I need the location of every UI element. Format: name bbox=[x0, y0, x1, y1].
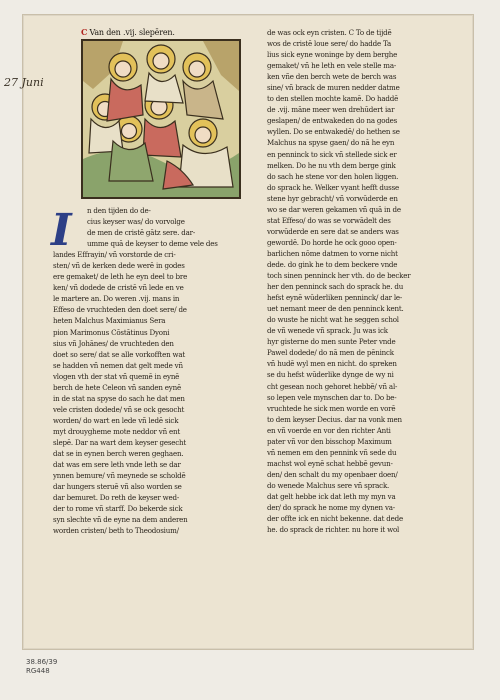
chapter-heading bbox=[81, 27, 261, 38]
text-line: dat gelt hebbe ick dat leth my myn va bbox=[267, 491, 396, 501]
text-line: le martere an. Do weren .vij. mans in bbox=[53, 294, 180, 304]
text-line: lius sick eyne woninge by dem berghe bbox=[267, 50, 398, 60]
text-line: worden/ do wart en lede vñ ledē sick bbox=[53, 415, 179, 425]
text-line: wyllen. Do se entwakedē/ do hethen se bbox=[267, 127, 400, 137]
text-line: ken/ vñ dodede de cristē vñ lede en ve bbox=[53, 283, 184, 293]
text-line: do sprack he. Welker vyant hefft dusse bbox=[267, 182, 400, 192]
text-line: machst wol eynē schat hebbē gevun- bbox=[267, 458, 393, 468]
text-line: se hadden vñ nemen dat gelt mede vñ bbox=[53, 360, 183, 370]
text-line: ken vñe den berch wete de berch was bbox=[267, 72, 397, 82]
stamp-line: 38.86/39 bbox=[26, 658, 58, 666]
text-line: dar bemuret. Do reth de keyser wed- bbox=[53, 493, 180, 503]
chapter-title: Van den .vij. slepēren. bbox=[89, 28, 175, 37]
text-line: de men de cristē gātz sere. dar- bbox=[87, 228, 196, 238]
text-line: de was ock eyn cristen. C To de tijdē bbox=[267, 28, 392, 37]
text-line: myt drouygheme mote neddor vñ ent bbox=[53, 426, 181, 436]
text-line: umme quā de keyser to deme vele des bbox=[87, 239, 218, 249]
text-line: worden cristen/ beth to Theodosium/ bbox=[53, 526, 179, 536]
decorated-initial: I bbox=[51, 205, 72, 256]
text-line: dat was em sere leth vnde leth se dar bbox=[53, 460, 181, 470]
text-line: do sach he stene vor den holen liggen. bbox=[267, 171, 399, 181]
text-line: Effeso de vruchteden den doet sere/ de bbox=[53, 305, 187, 315]
text-line: pater vñ vor den bisschop Maximum bbox=[267, 436, 392, 446]
text-line: cht gesean noch gehoret hebbē/ vñ al- bbox=[267, 381, 398, 391]
text-line: ynnen bemure/ vñ meynede se scholdē bbox=[53, 471, 186, 481]
text-line: stat Effeso/ do was se vorwādelt des bbox=[267, 215, 391, 225]
text-line: dat se in eynen berch weren geghaen. bbox=[53, 449, 184, 459]
text-line: n den tijden do de- bbox=[87, 206, 151, 215]
text-line: geslapen/ de entwakeden do na godes bbox=[267, 116, 398, 126]
text-line: ere gemaket/ de leth he eyn deel to bre bbox=[53, 272, 188, 282]
text-line: in de stat na spyse do sach he dat men bbox=[53, 393, 185, 403]
handwritten-margin-note: 27 Juni bbox=[4, 76, 44, 89]
text-line: sius vñ Johānes/ de vruchteden den bbox=[53, 338, 174, 348]
text-line: Malchus na spyse gaen/ do nā he eyn bbox=[267, 138, 395, 148]
woodcut-illustration bbox=[81, 39, 241, 199]
text-line: dede. do gink he to dem beckere vnde bbox=[267, 259, 398, 269]
catalog-stamp bbox=[26, 658, 57, 676]
text-line: sten/ vñ de kerken dede werē in godes bbox=[53, 261, 185, 271]
text-line: en vñ voerde en vor den richter Anti bbox=[267, 425, 391, 435]
text-line: gemaket/ vñ he leth en vele stelle ma- bbox=[267, 61, 397, 71]
text-line: dar hungers steruē vñ also worden se bbox=[53, 482, 182, 492]
text-line: berch de hete Celeon vñ sanden eynē bbox=[53, 382, 181, 392]
text-line: de vñ wenede vñ sprack. Ju was ick bbox=[267, 326, 388, 336]
left-text-column bbox=[53, 205, 261, 536]
text-line: de .vij. māne meer wen drehūdert iar bbox=[267, 105, 395, 115]
text-line: vñ nemen em den pennink vñ sede du bbox=[267, 447, 397, 457]
text-line: vorwūderde en sere dat se anders was bbox=[267, 226, 399, 236]
text-line: to den stellen mochte kamē. Do haddē bbox=[267, 94, 399, 104]
text-line: melken. Do he nu vth dem berge gink bbox=[267, 160, 396, 170]
text-line: slepē. Dar na wart dem keyser gesecht bbox=[53, 437, 187, 447]
text-line: hefst eynē wūderliken penninck/ dar le- bbox=[267, 293, 403, 303]
text-line: doet so sere/ dat se alle vorkofften wat bbox=[53, 349, 186, 359]
text-line: her den penninck sach do sprack he. du bbox=[267, 282, 404, 292]
text-line: so lepen vele mynschen dar to. Do be- bbox=[267, 392, 397, 402]
text-line: stene hyr gebracht/ vñ vorwūderde en bbox=[267, 193, 398, 203]
text-line: syn slechte vñ de eyne na dem anderen bbox=[53, 515, 188, 525]
text-line: gewordē. Do horde he ock gooo open- bbox=[267, 237, 397, 247]
book-leaf bbox=[22, 14, 474, 650]
text-line: landes Effrayin/ vñ vorstorde de cri- bbox=[53, 250, 176, 260]
rubric-mark: C bbox=[81, 27, 88, 37]
text-line: der to rome vñ starff. Do bekerde sick bbox=[53, 504, 183, 514]
text-line: wo se dar weren gekamen vñ quā in de bbox=[267, 204, 401, 214]
text-line: do wuste he nicht wat he seggen schol bbox=[267, 315, 399, 325]
text-line: der/ do sprack he nome my dynen va- bbox=[267, 503, 395, 513]
text-line: en penninck to sick vñ stellede sick er bbox=[267, 149, 397, 159]
text-line: do wenede Malchus sere vñ sprack. bbox=[267, 480, 390, 490]
text-line: vlogen vth der stat vñ quemē in eynē bbox=[53, 371, 180, 381]
text-line: heten Malchus Maximianus Sera bbox=[53, 316, 166, 326]
stamp-line: RG448 bbox=[26, 667, 50, 675]
text-line: hyr gisterne do men sunte Peter vnde bbox=[267, 337, 396, 347]
text-line: cius keyser was/ do vorvolge bbox=[87, 217, 185, 227]
text-line: Pawel dodede/ do nā men de pēninck bbox=[267, 348, 394, 358]
text-line: wos de cristē loue sere/ do hadde Ta bbox=[267, 39, 392, 49]
text-line: uet nemant meer de den penninck kent. bbox=[267, 304, 404, 314]
text-line: se du hefst wūderlike dynge de wy ni bbox=[267, 370, 394, 380]
text-line: vñ hudē wyl men en nicht. do spreken bbox=[267, 359, 397, 369]
text-line: he. do sprack de richter. nu hore it wol bbox=[267, 525, 400, 535]
text-line: barlichen nōme datmen to vorne nicht bbox=[267, 248, 398, 258]
text-line: pion Marimonus Cōstātinus Dyoni bbox=[53, 327, 170, 337]
text-line: vruchtede he sick men worde en vorē bbox=[267, 403, 396, 413]
right-text-column bbox=[267, 27, 467, 535]
text-line: sine/ vñ brack de muren nedder datme bbox=[267, 83, 400, 93]
text-line: toch sinen penninck her vth. do de becker bbox=[267, 271, 411, 281]
text-line: vele cristen dodede/ vñ se ock gesocht bbox=[53, 404, 185, 414]
text-line: to dem keyser Decius. dar na vonk men bbox=[267, 414, 402, 424]
seven-sleepers-image bbox=[83, 41, 239, 197]
text-line: der offte ick en nicht bekenne. dat dede bbox=[267, 514, 403, 524]
text-line: den/ den schalt du my openbaer doen/ bbox=[267, 469, 398, 479]
